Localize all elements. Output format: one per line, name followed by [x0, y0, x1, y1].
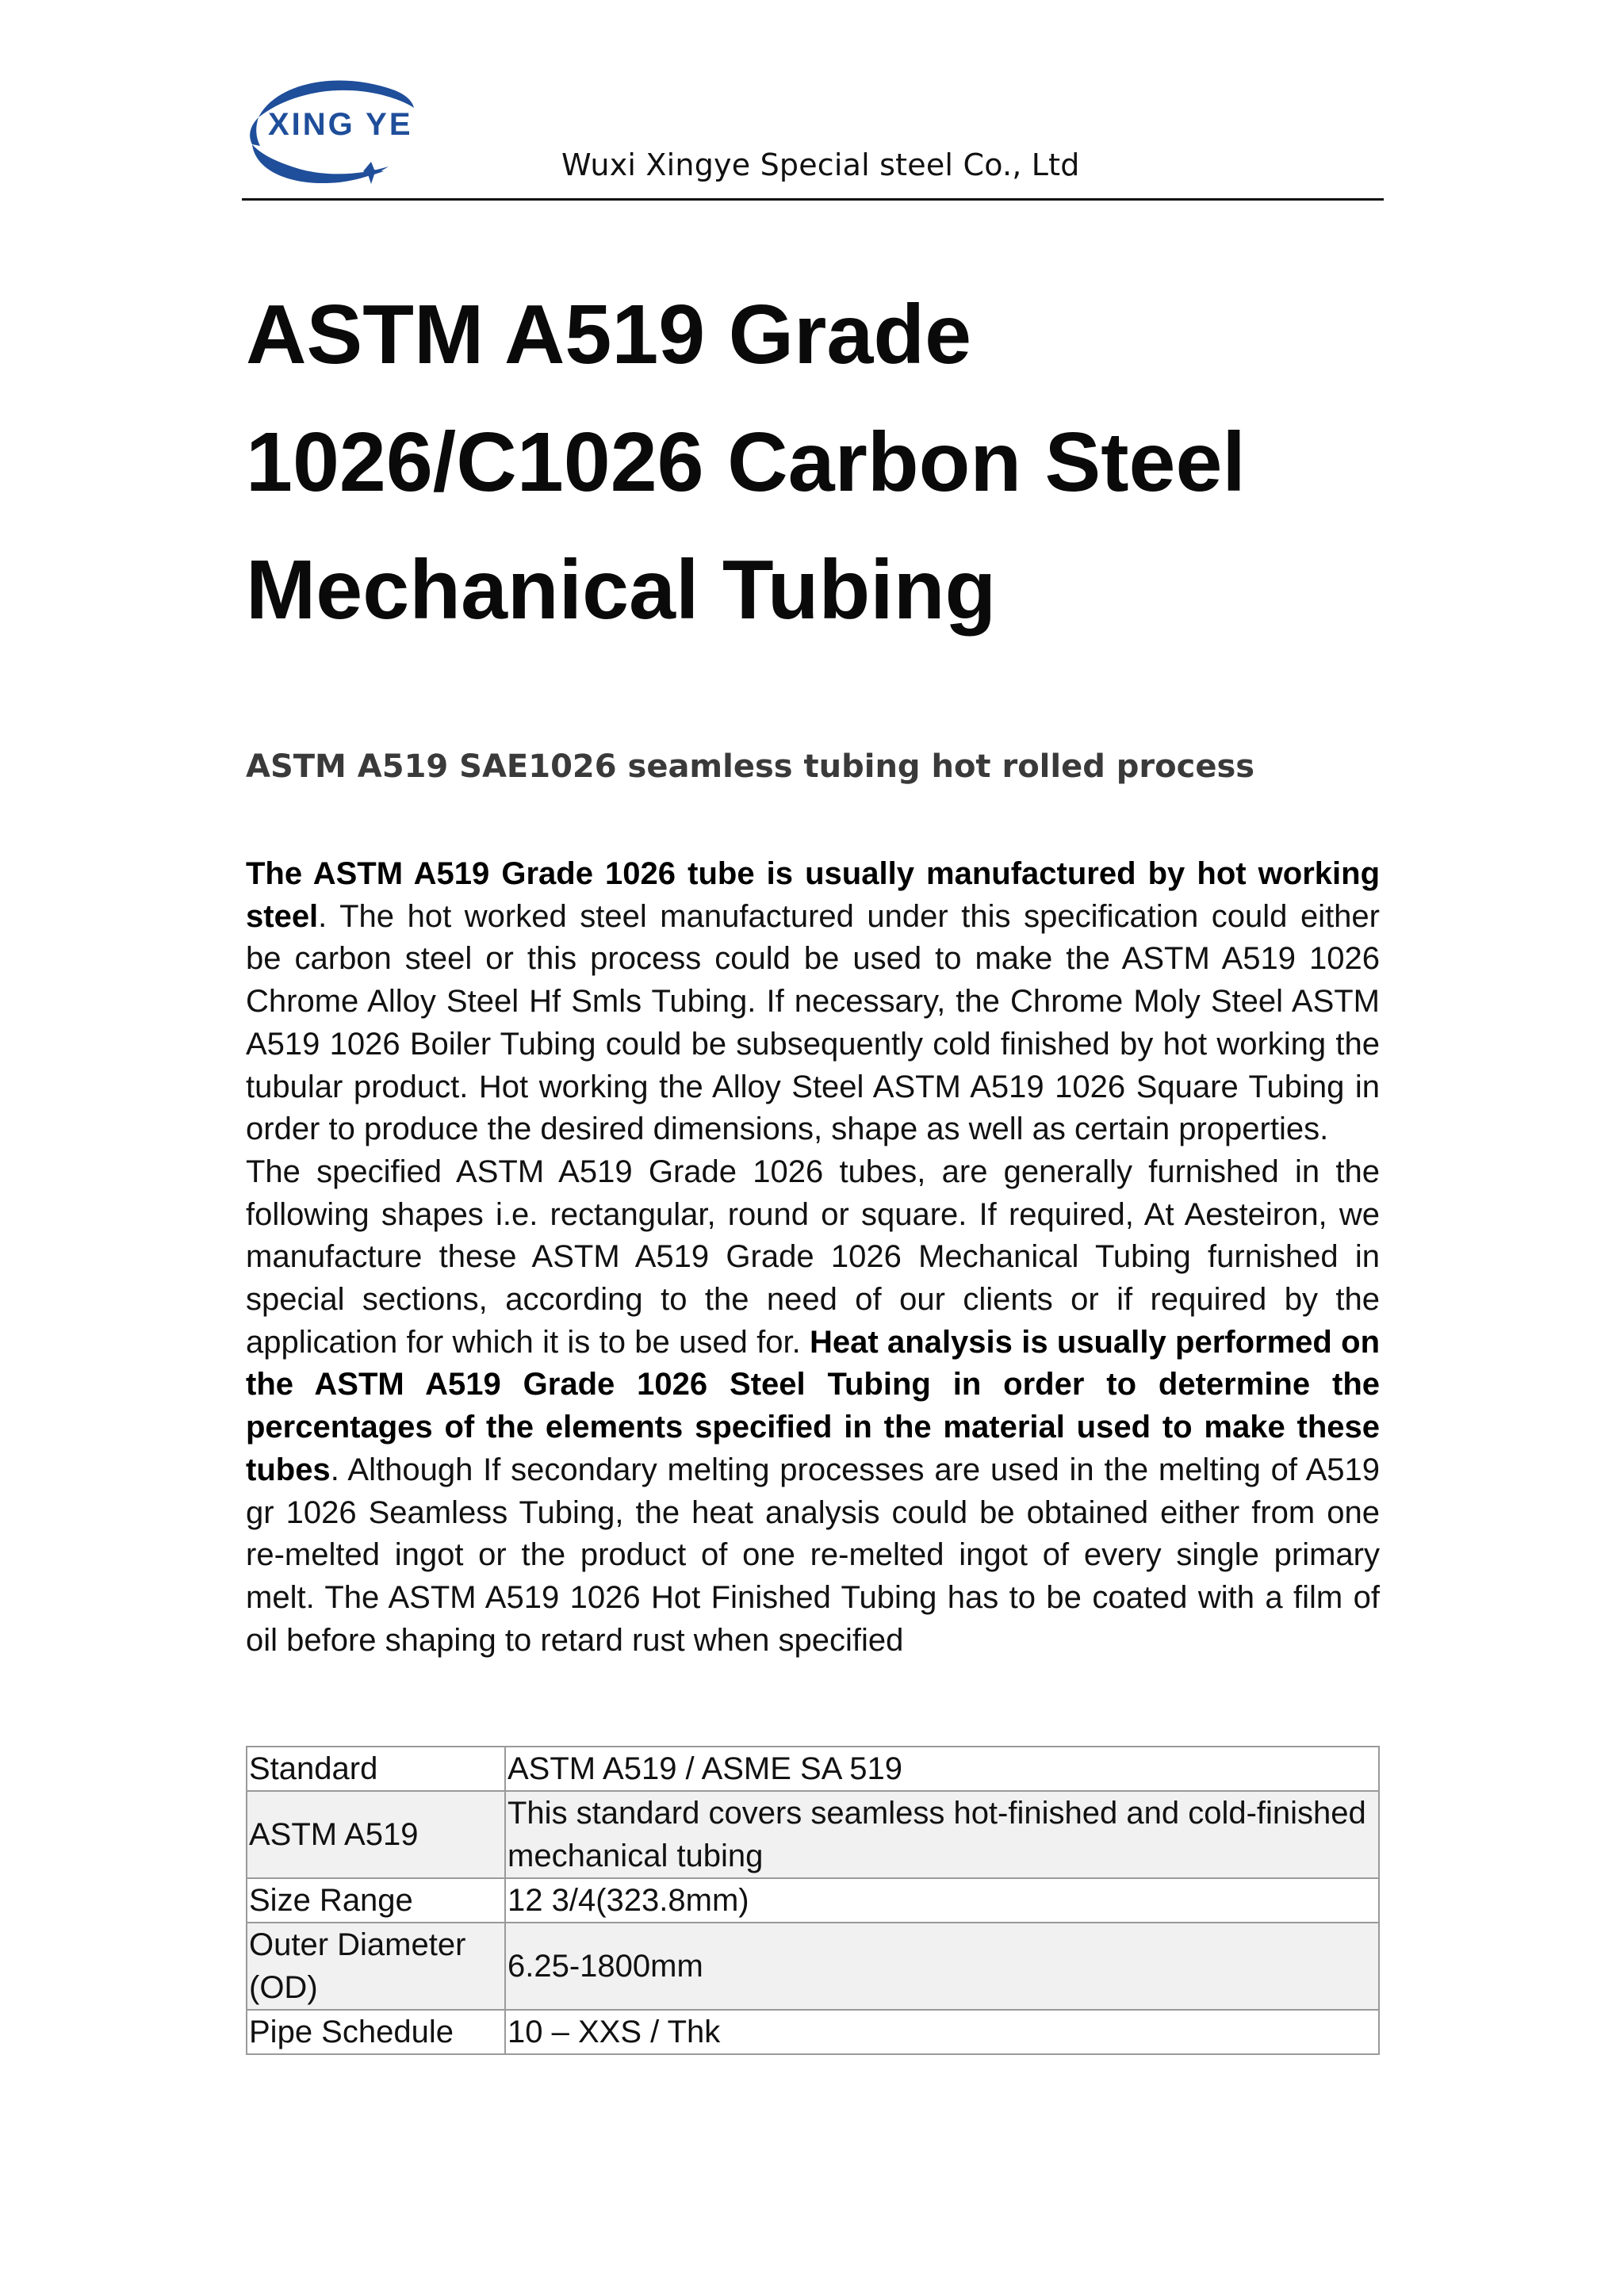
paragraph-1-text: . The hot worked steel manufactured under this specification could either be carbon steel or this process could be used to make the ASTM A519 1026 Chrome Alloy Steel Hf Smls Tubing. If necessary, the Chrome Moly Steel ASTM A519 1026 Boiler Tubing could be subsequently cold finished by hot working the tubular product. Hot working the Alloy Steel ASTM A519 1026 Square Tubing in order to produce the desired dimensions, shape as well as certain properties.: [246, 898, 1380, 1147]
logo-text: XING YE: [268, 107, 413, 142]
table-key: Outer Diameter (OD): [247, 1923, 505, 2010]
paragraph-2-text: The specified ASTM A519 Grade 1026 tubes, are generally furnished in the following shapes i.e. rectangular, round or square. If required, At Aesteiron, we manufacture these ASTM A519 Grade 1026 Mechanical Tubing furnished in special sections, according to the need of our clients or if required by the application for which it is to be used for.: [246, 1154, 1380, 1360]
section-subtitle: ASTM A519 SAE1026 seamless tubing hot rolled process: [246, 748, 1255, 785]
table-value: This standard covers seamless hot-finished and cold-finished mechanical tubing: [505, 1791, 1379, 1878]
title-line-2: 1026/C1026 Carbon Steel: [246, 415, 1246, 509]
title-line-3: Mechanical Tubing: [246, 543, 997, 637]
table-row: [247, 2010, 1379, 2054]
table-key: Pipe Schedule: [247, 2010, 505, 2054]
paragraph-1-bold: The ASTM A519 Grade 1026 tube is usually manufactured by hot working steel: [246, 856, 1380, 934]
paragraph-2-text-2: . Although If secondary melting processes are used in the melting of A519 gr 1026 Seamless Tubing, the heat analysis could be obtained either from one re-melted ingot or the product of one re-melted ingot of every single primary melt. The ASTM A519 1026 Hot Finished Tubing has to be coated with a film of oil before shaping to retard rust when specified: [246, 1452, 1380, 1658]
table-row: [247, 1878, 1379, 1923]
table-value: 6.25-1800mm: [505, 1923, 1379, 2010]
table-row: [247, 1923, 1379, 2010]
spec-table: [246, 1746, 1380, 2055]
paragraph-2-bold: Heat analysis is usually performed on the ASTM A519 Grade 1026 Steel Tubing in order to determine the percentages of the elements specified in the material used to make these tubes: [246, 1324, 1381, 1487]
logo-star: [363, 162, 384, 184]
body-text: [246, 853, 1380, 1662]
header-divider: [242, 198, 1384, 201]
table-row: [247, 1747, 1379, 1791]
paragraph-1: [246, 853, 1380, 1151]
table-key: ASTM A519: [247, 1791, 505, 1878]
logo-swoosh-bottom: [252, 144, 389, 183]
company-name: Wuxi Xingye Special steel Co., Ltd: [561, 147, 1080, 182]
table-value: 12 3/4(323.8mm): [505, 1878, 1379, 1923]
table-key: Size Range: [247, 1878, 505, 1923]
paragraph-2: [246, 1151, 1380, 1662]
table-value: 10 – XXS / Thk: [505, 2010, 1379, 2054]
title-line-1: ASTM A519 Grade: [246, 288, 972, 381]
table-value: ASTM A519 / ASME SA 519: [505, 1747, 1379, 1791]
table-key: Standard: [247, 1747, 505, 1791]
table-row: [247, 1791, 1379, 1878]
page-title: [246, 271, 1388, 654]
logo-swoosh-left: [250, 117, 260, 146]
company-logo: [244, 68, 427, 195]
